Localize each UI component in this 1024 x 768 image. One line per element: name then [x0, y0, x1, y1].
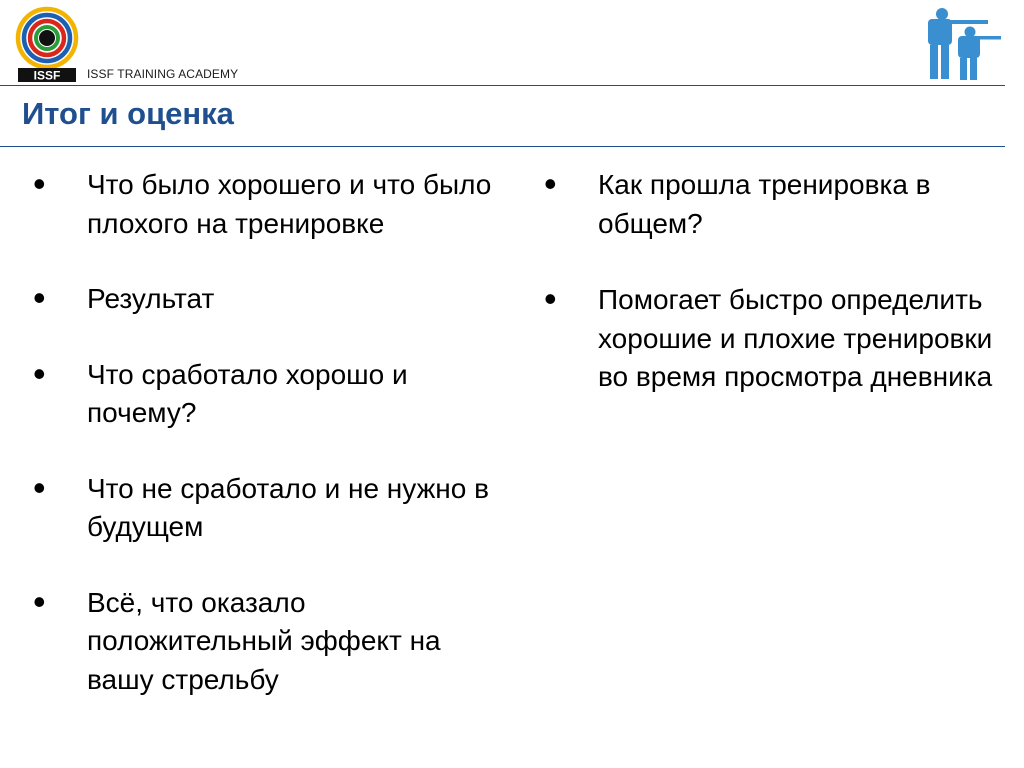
slide-title: Итог и оценка	[22, 96, 234, 131]
bullet-icon: •	[33, 580, 46, 622]
logo-text: ISSF	[33, 68, 61, 83]
bullet-icon: •	[33, 163, 46, 204]
bullet-icon: •	[33, 352, 46, 394]
list-item-text: Что не сработало и не нужно в будущем	[87, 472, 489, 542]
list-item-text: Всё, что оказало положительный эффект на вашу стрельбу	[87, 586, 441, 695]
bullet-icon: •	[33, 466, 46, 508]
list-item-text: Результат	[87, 283, 215, 314]
list-item	[33, 352, 513, 433]
bullet-icon: •	[33, 277, 46, 318]
left-bullet-list	[33, 163, 513, 699]
shooters-icon	[920, 4, 1004, 82]
academy-label: ISSF TRAINING ACADEMY	[87, 67, 239, 81]
list-item	[33, 580, 513, 700]
list-item	[544, 278, 1014, 397]
list-item-text: Что сработало хорошо и почему?	[87, 358, 408, 428]
header-divider	[0, 85, 1005, 86]
list-item	[544, 163, 1014, 243]
right-bullet-list	[544, 163, 1014, 397]
list-item-text: Помогает быстро определить хорошие и плохие тренировки во время просмотра дневника	[598, 284, 993, 392]
list-item	[33, 277, 513, 319]
title-divider	[0, 146, 1005, 147]
list-item-text: Как прошла тренировка в общем?	[598, 169, 931, 239]
issf-logo	[14, 6, 80, 84]
bullet-icon: •	[544, 278, 557, 319]
list-item	[33, 163, 513, 243]
list-item-text: Что было хорошего и что было плохого на тренировке	[87, 169, 492, 239]
list-item	[33, 466, 513, 547]
bullet-icon: •	[544, 163, 557, 204]
